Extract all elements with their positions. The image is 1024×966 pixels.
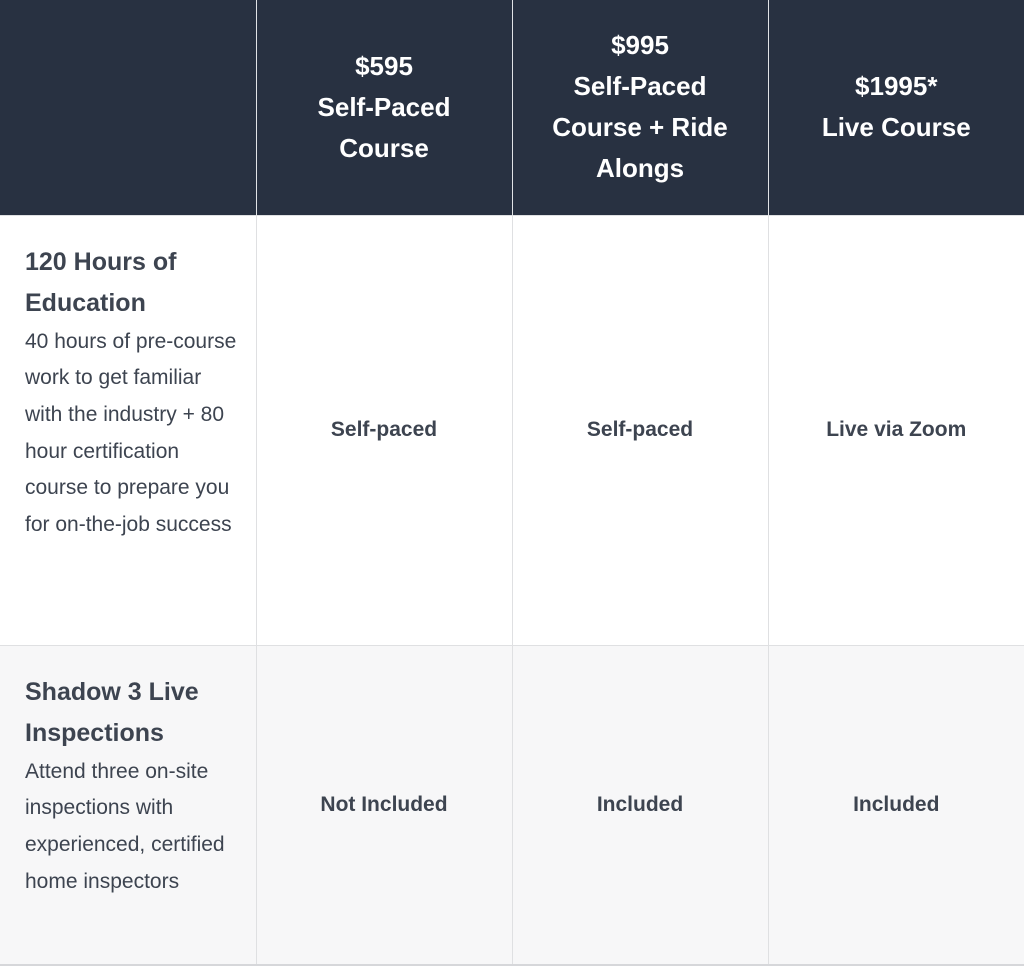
plan-value: Included [596,792,684,816]
plan-name-line: Course [339,132,429,163]
plan-value-cell [512,645,768,965]
plan-value: Self-paced [330,418,438,441]
table-header [0,0,1024,215]
plan-name-line: Live Course [821,112,971,143]
plan-name-line: Course + Ride [552,112,728,143]
plan-value: Live via Zoom [826,418,967,441]
plan-header-ride-alongs [512,0,768,215]
plan-value-cell [768,645,1024,965]
plan-value-cell [256,215,512,645]
plan-price: $995 [611,30,669,61]
plan-value-cell [256,645,512,965]
plan-name-line: Alongs [595,153,685,184]
plan-value: Included [853,792,940,816]
plan-value-cell [768,215,1024,645]
header-empty-cell [0,0,256,215]
table-row [0,645,1024,965]
plan-price: $1995* [855,71,938,102]
plan-header-live-course [768,0,1024,215]
plan-header-self-paced [256,0,512,215]
feature-title: 120 Hours of Education [25,247,177,317]
feature-description: 40 hours of pre-course work to get familiar with the industry + 80 hour certification course to prepare you for on-the-job success [25,329,237,537]
feature-cell [0,645,256,965]
plan-value: Not Included [320,792,448,816]
header-row [0,0,1024,215]
feature-cell [0,215,256,645]
plan-price: $595 [355,50,413,81]
feature-title: Shadow 3 Live Inspections [25,677,199,747]
plan-value-cell [512,215,768,645]
table-row [0,215,1024,645]
plan-value: Self-paced [586,418,694,441]
feature-description: Attend three on-site inspections with experienced, certified home inspectors [25,759,225,893]
table-body [0,215,1024,965]
plan-name-line: Self-Paced [317,91,451,122]
plan-name-line: Self-Paced [573,71,707,102]
